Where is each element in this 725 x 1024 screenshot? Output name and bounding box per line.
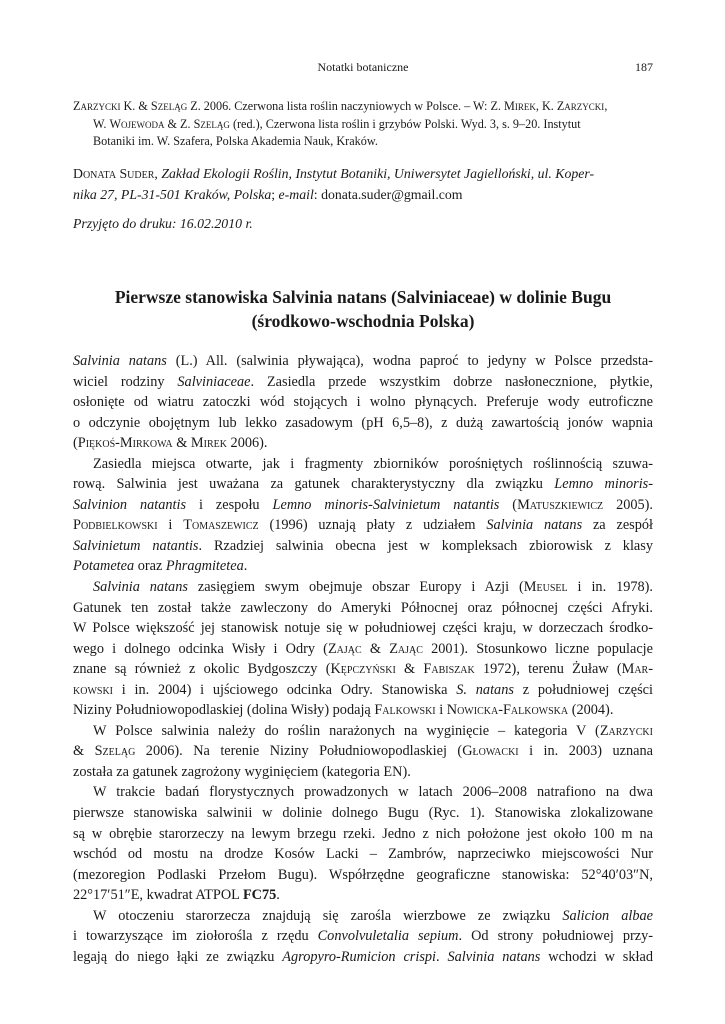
reference-entry xyxy=(73,98,653,151)
body-line: Zasiedla miejsca otwarte, jak i fragmenty zbiorników porośniętych roślinnością szuwa- xyxy=(93,455,653,472)
reference-line: Botaniki im. W. Szafera, Polska Akademia Nauk, Kraków. xyxy=(93,134,378,149)
body-line: kowski i in. 2004) i ujściowego odcinka Odry. Stanowiska S. natans z południowej części xyxy=(73,681,653,698)
body-line: rową. Salwinia jest uważana za gatunek charakterystyczny dla związku Lemno minoris- xyxy=(73,476,653,493)
body-line: wiciel rodziny Salviniaceae. Zasiedla przede wszystkim dobrze nasłonecznione, płytkie, xyxy=(73,373,653,390)
body-line: Salvinion natantis i zespołu Lemno minoris-Salvinietum natantis (Matuszkiewicz 2005). xyxy=(73,496,653,513)
body-line: i towarzyszące im ziołorośla z rzędu Convolvuletalia sepium. Od strony południowej przy- xyxy=(73,928,654,945)
reference-line: Zarzycki K. & Szeląg Z. 2006. Czerwona lista roślin naczyniowych w Polsce. – W: Z. Mirek, K. Zarzycki, xyxy=(73,99,608,113)
body-line: (Piękoś-Mirkowa & Mirek 2006). xyxy=(73,435,268,452)
body-line: Salvinietum natantis. Rzadziej salwinia obecna jest w kompleksach zbiorowisk z klasy xyxy=(73,537,653,554)
body-line: (mezoregion Podlaski Przełom Bugu). Współrzędne geograficzne stanowiska: 52°40′03″N, xyxy=(73,866,653,883)
body-line: wego i dolnego odcinka Wisły i Odry (Zając & Zając 2001). Stosunkowo liczne populacje xyxy=(73,640,653,657)
running-header xyxy=(73,57,653,77)
body-line: są w obrębie starorzeczy na lewym brzegu rzeki. Jedno z nich położone jest około 100 m na xyxy=(73,825,653,842)
body-line: Podbielkowski i Tomaszewicz (1996) uznają płaty z udziałem Salvinia natans za zespół xyxy=(73,517,653,534)
article-body xyxy=(73,351,653,967)
body-line: pierwsze stanowiska salwinii w dolinie dolnego Bugu (Ryc. 1). Stanowiska zlokalizowane xyxy=(73,805,653,822)
body-line: W Polsce salwinia należy do roślin narażonych na wyginięcie – kategoria V (Zarzycki xyxy=(93,722,653,739)
article-title xyxy=(73,285,653,333)
body-line: osłonięte od wiatru zatoczki wód stojących i wolno płynących. Preferuje wody eutroficzne xyxy=(73,394,653,411)
body-line: Gatunek ten został także zawleczony do Ameryki Północnej oraz północnej części Afryki. xyxy=(73,599,653,616)
body-line: Salvinia natans zasięgiem swym obejmuje obszar Europy i Azji (Meusel i in. 1978). xyxy=(93,579,653,596)
body-line: W trakcie badań florystycznych prowadzonych w latach 2006–2008 natrafiono na dwa xyxy=(93,784,653,801)
reference-line: W. Wojewoda & Z. Szeląg (red.), Czerwona lista roślin i grzybów Polski. Wyd. 3, s. 9–20. Instytut xyxy=(93,116,581,131)
body-line: W otoczeniu starorzecza znajdują się zarośla wierzbowe ze związku Salicion albae xyxy=(93,907,653,924)
body-line: Salvinia natans (L.) All. (salwinia pływająca), wodna paproć to jedyny w Polsce przedsta- xyxy=(73,353,654,369)
body-line: W Polsce większość jej stanowisk notuje się w południowej części kraju, w dorzeczach środko- xyxy=(73,620,653,637)
body-line: & Szeląg 2006). Na terenie Niziny Południowopodlaskiej (Głowacki i in. 2003) uznana xyxy=(73,743,653,760)
body-line: legają do niego łąki ze związku Agropyro-Rumicion crispi. Salvinia natans wchodzi w skład xyxy=(73,948,653,965)
body-line: o odczynie obojętnym lub lekko zasadowym (pH 6,5–8), z dużą zawartością jonów wapnia xyxy=(73,414,653,431)
author-affiliation xyxy=(73,163,653,205)
body-line: Potametea oraz Phragmitetea. xyxy=(73,558,248,575)
title-line: (środkowo-wschodnia Polska) xyxy=(251,311,475,331)
affiliation-line: nika 27, PL-31-501 Kraków, Polska; e-mail: donata.suder@gmail.com xyxy=(73,187,463,202)
body-line: 22°17′51″E, kwadrat ATPOL FC75. xyxy=(73,887,280,904)
body-line: Niziny Południowopodlaskiej (dolina Wisły) podają Falkowski i Nowicka-Falkowska (2004). xyxy=(73,702,614,719)
body-line: została za gatunek zagrożony wyginięciem (kategoria EN). xyxy=(73,763,411,780)
body-line: wschód od mostu na drodze Kosów Lacki – Zambrów, naprzeciwko miejscowości Nur xyxy=(73,846,653,863)
accepted-date: Przyjęto do druku: 16.02.2010 r. xyxy=(73,216,253,231)
body-line: znane są również z okolic Bydgoszczy (Kępczyński & Fabiszak 1972), terenu Żuław (Mar- xyxy=(73,661,653,678)
running-title: Notatki botaniczne xyxy=(317,60,409,74)
affiliation-line: Donata Suder, Zakład Ekologii Roślin, Instytut Botaniki, Uniwersytet Jagielloński, ul. Koper- xyxy=(73,166,595,181)
title-line: Pierwsze stanowiska Salvinia natans (Salviniaceae) w dolinie Bugu xyxy=(114,287,612,307)
page-number: 187 xyxy=(635,60,653,74)
